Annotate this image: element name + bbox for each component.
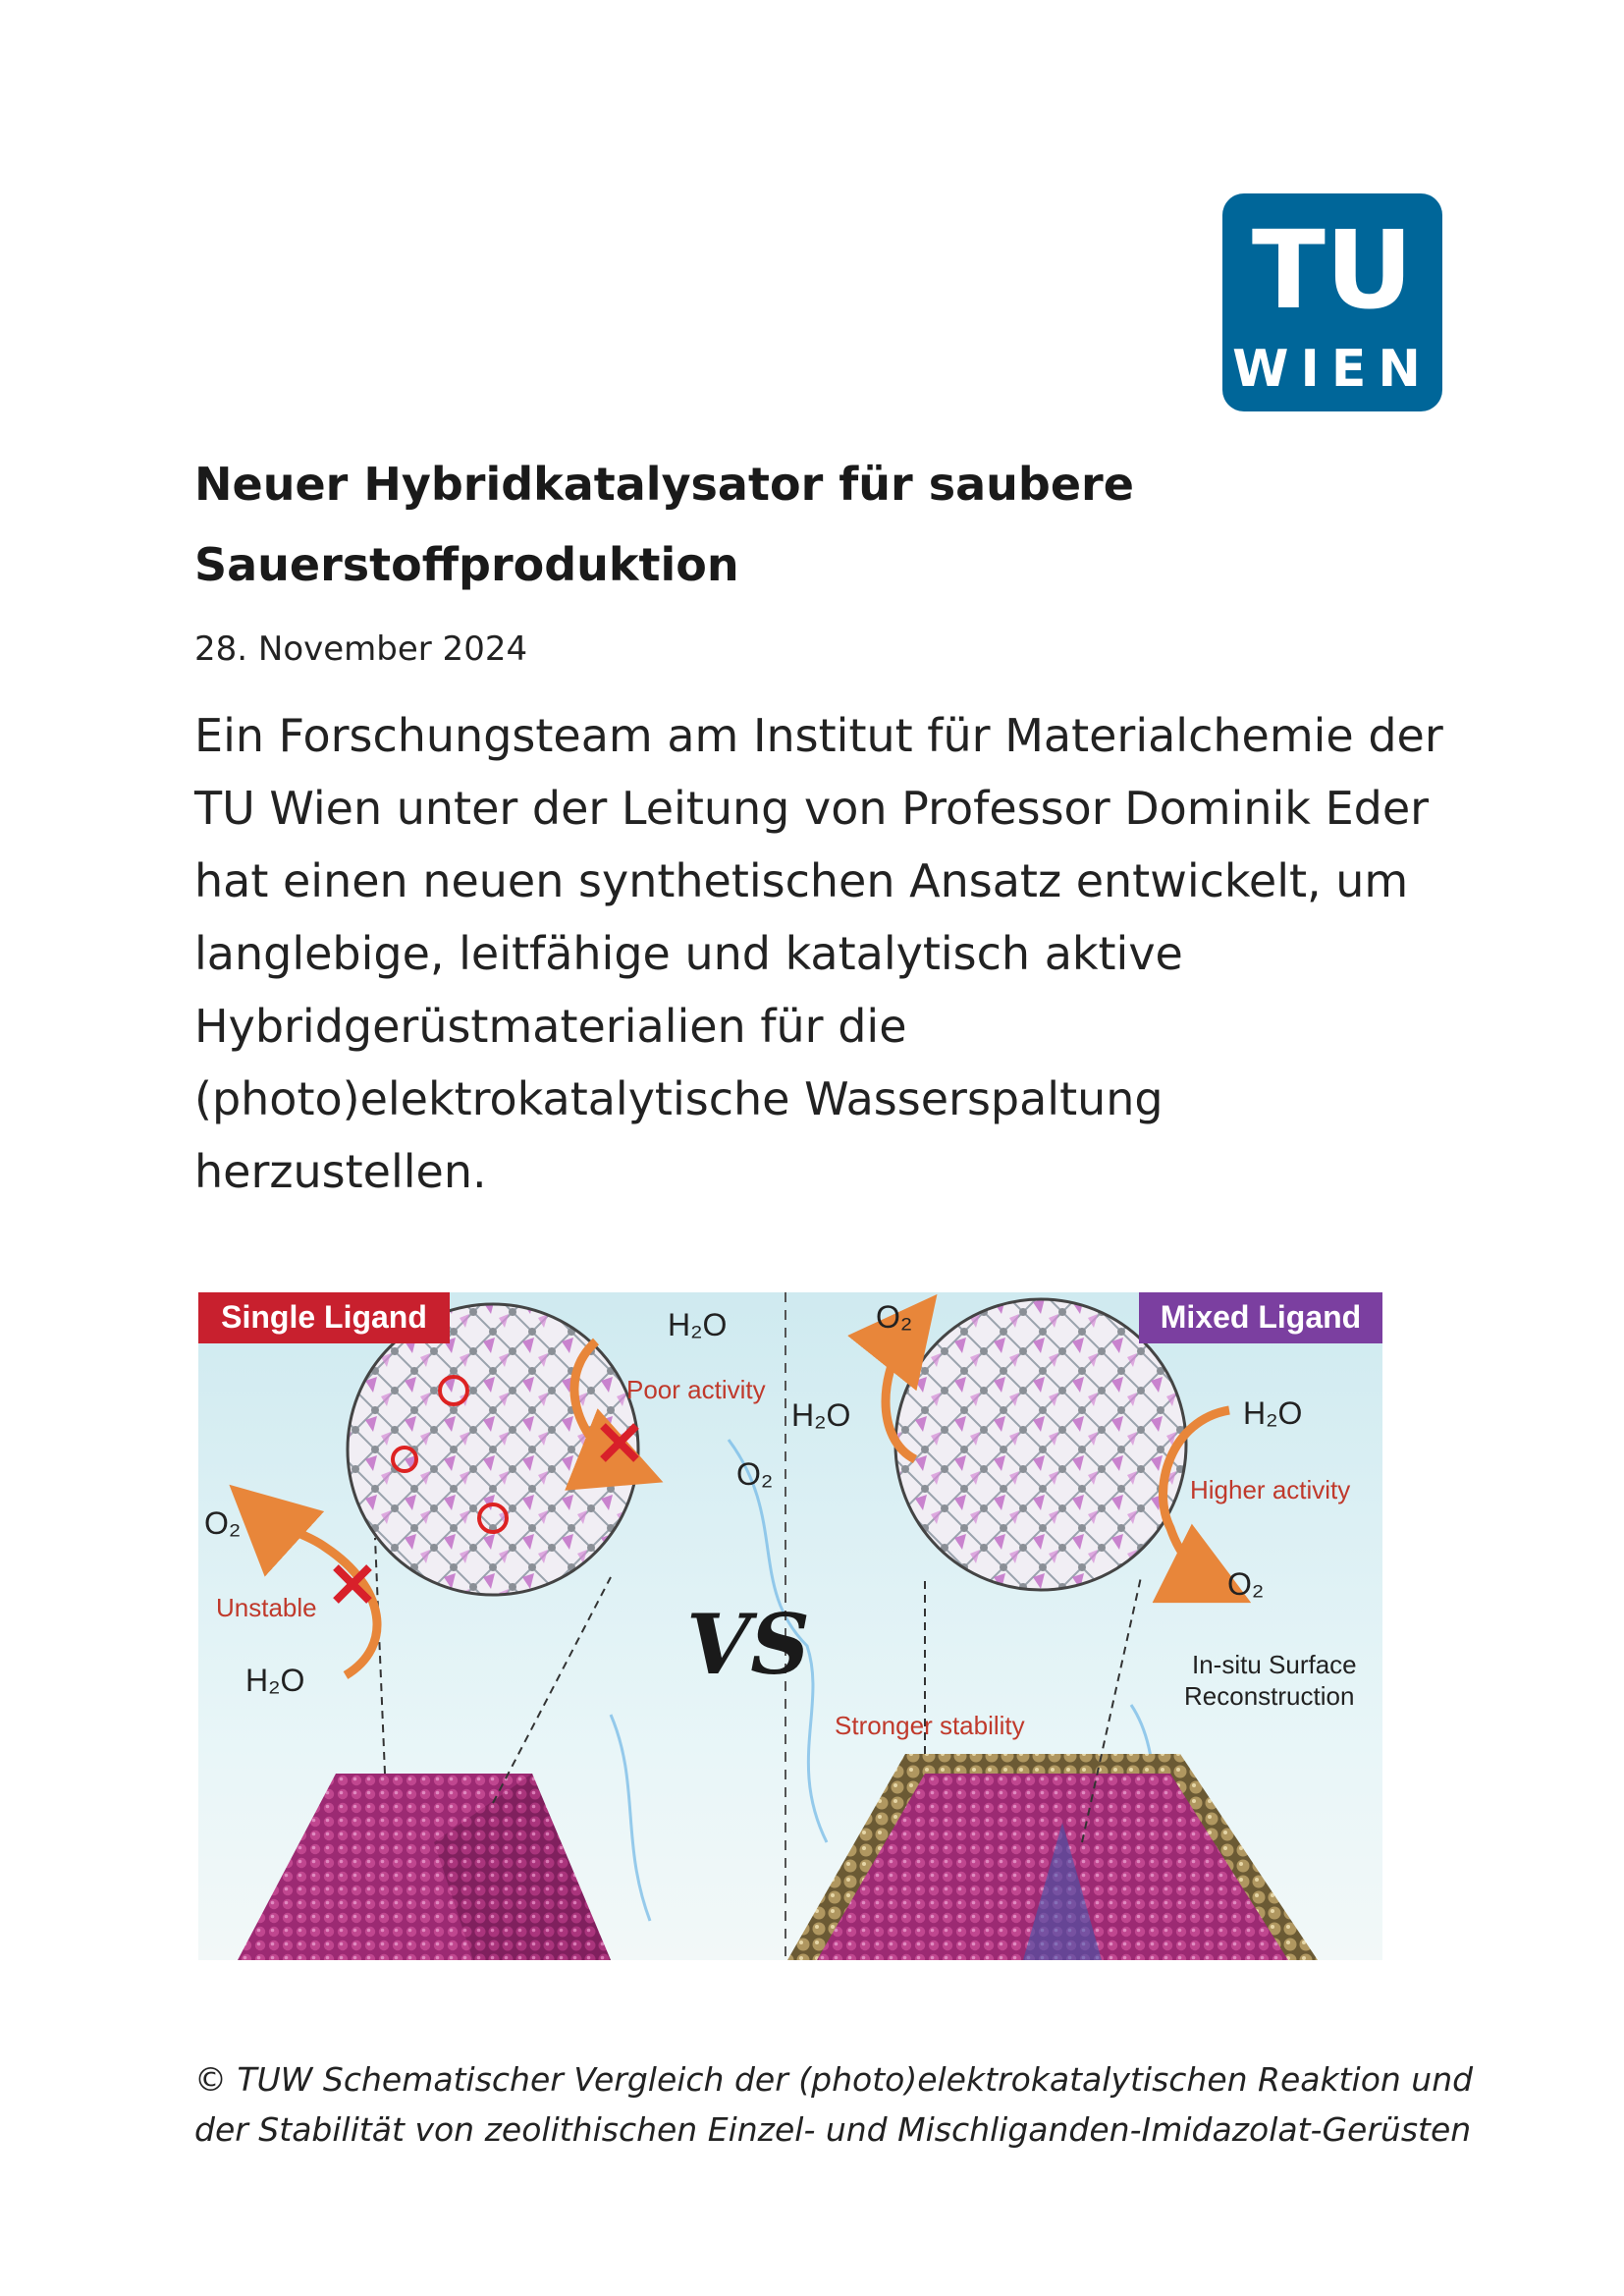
body-line-7: herzustellen. <box>194 1145 487 1198</box>
poor-activity-label: Poor activity <box>626 1375 766 1404</box>
unstable-label: Unstable <box>216 1593 317 1622</box>
figure-caption <box>194 2054 1474 2155</box>
caption-line-2: der Stabilität von zeolithischen Einzel- und Mischliganden-Imidazolat-Gerüsten <box>194 2110 1472 2149</box>
title-line-1: Neuer Hybridkatalysator für saubere <box>194 458 1134 511</box>
left-h2o-top: H₂O <box>668 1307 728 1342</box>
right-o2-top: O₂ <box>876 1299 913 1335</box>
right-h2o-left: H₂O <box>791 1397 851 1433</box>
in-situ-label-1: In-situ Surface <box>1192 1650 1357 1679</box>
vs-label: VS <box>686 1596 810 1693</box>
body-line-5: Hybridgerüstmaterialien für die <box>194 1000 907 1053</box>
in-situ-label-2: Reconstruction <box>1184 1681 1355 1711</box>
title-line-2: Sauerstoffproduktion <box>194 538 739 591</box>
stronger-stability-label: Stronger stability <box>835 1711 1025 1740</box>
body-line-2: TU Wien unter der Leitung von Professor Dominik Eder <box>194 782 1430 835</box>
left-o2-left: O₂ <box>204 1505 242 1541</box>
single-ligand-label: Single Ligand <box>221 1299 427 1335</box>
article-title <box>194 444 1432 605</box>
left-h2o-bottom: H₂O <box>245 1663 305 1698</box>
body-line-1: Ein Forschungsteam am Institut für Materialchemie der <box>194 709 1443 762</box>
logo-tu: TU <box>1251 207 1414 333</box>
schematic-svg <box>198 1292 1382 1960</box>
body-line-4: langlebige, leitfähige und katalytisch aktive <box>194 927 1183 980</box>
article-date: 28. November 2024 <box>194 629 528 669</box>
higher-activity-label: Higher activity <box>1190 1475 1351 1504</box>
left-o2-right: O₂ <box>736 1456 774 1492</box>
logo-wien: WIEN <box>1232 340 1433 399</box>
body-line-3: hat einen neuen synthetischen Ansatz entwickelt, um <box>194 854 1409 907</box>
mixed-ligand-label: Mixed Ligand <box>1160 1299 1362 1335</box>
article-body <box>194 699 1451 1208</box>
right-h2o-right: H₂O <box>1243 1395 1303 1431</box>
tu-wien-logo <box>1222 193 1442 411</box>
schematic-figure <box>198 1292 1382 1960</box>
caption-line-1: © TUW Schematischer Vergleich der (photo)elektrokatalytischen Reaktion und <box>194 2060 1474 2099</box>
right-o2-bottom: O₂ <box>1227 1566 1265 1602</box>
body-line-6: (photo)elektrokatalytische Wasserspaltung <box>194 1072 1164 1125</box>
